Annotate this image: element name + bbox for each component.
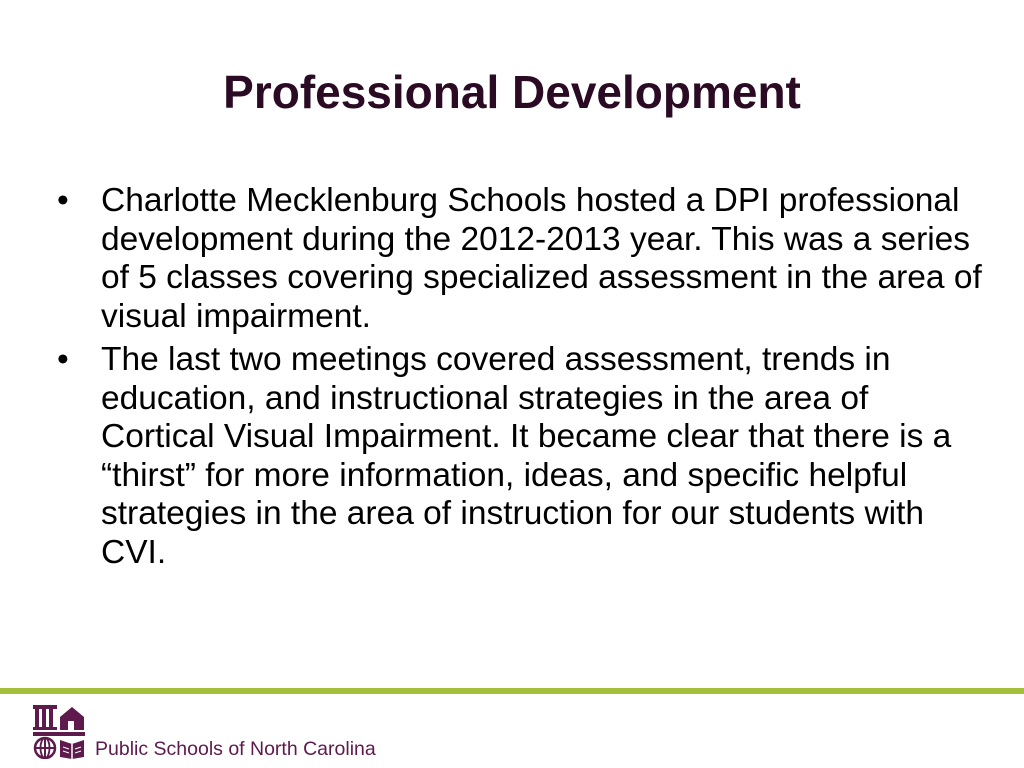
bullet-item [57,182,987,336]
footer-organization-name: Public Schools of North Carolina [95,738,376,760]
bullet-list [57,182,987,577]
nc-public-schools-logo-icon [33,705,85,759]
bullet-text: Charlotte Mecklenburg Schools hosted a DPI professional development during the 2012-2013 year. This was a series of 5 classes covering specialized assessment in the area of visual impairment. [101,182,982,335]
bullet-text: The last two meetings covered assessment, trends in education, and instructional strategies in the area of Cortical Visual Impairment. It became clear that there is a “thirst” for more information, ideas, and specific helpful strategies in the area of instruction for our students with CVI. [101,341,952,571]
bullet-item [57,341,987,572]
slide-title: Professional Development [223,66,801,118]
footer-divider [0,688,1024,694]
bullet-dot-icon: • [57,341,69,378]
bullet-dot-icon: • [57,182,69,219]
